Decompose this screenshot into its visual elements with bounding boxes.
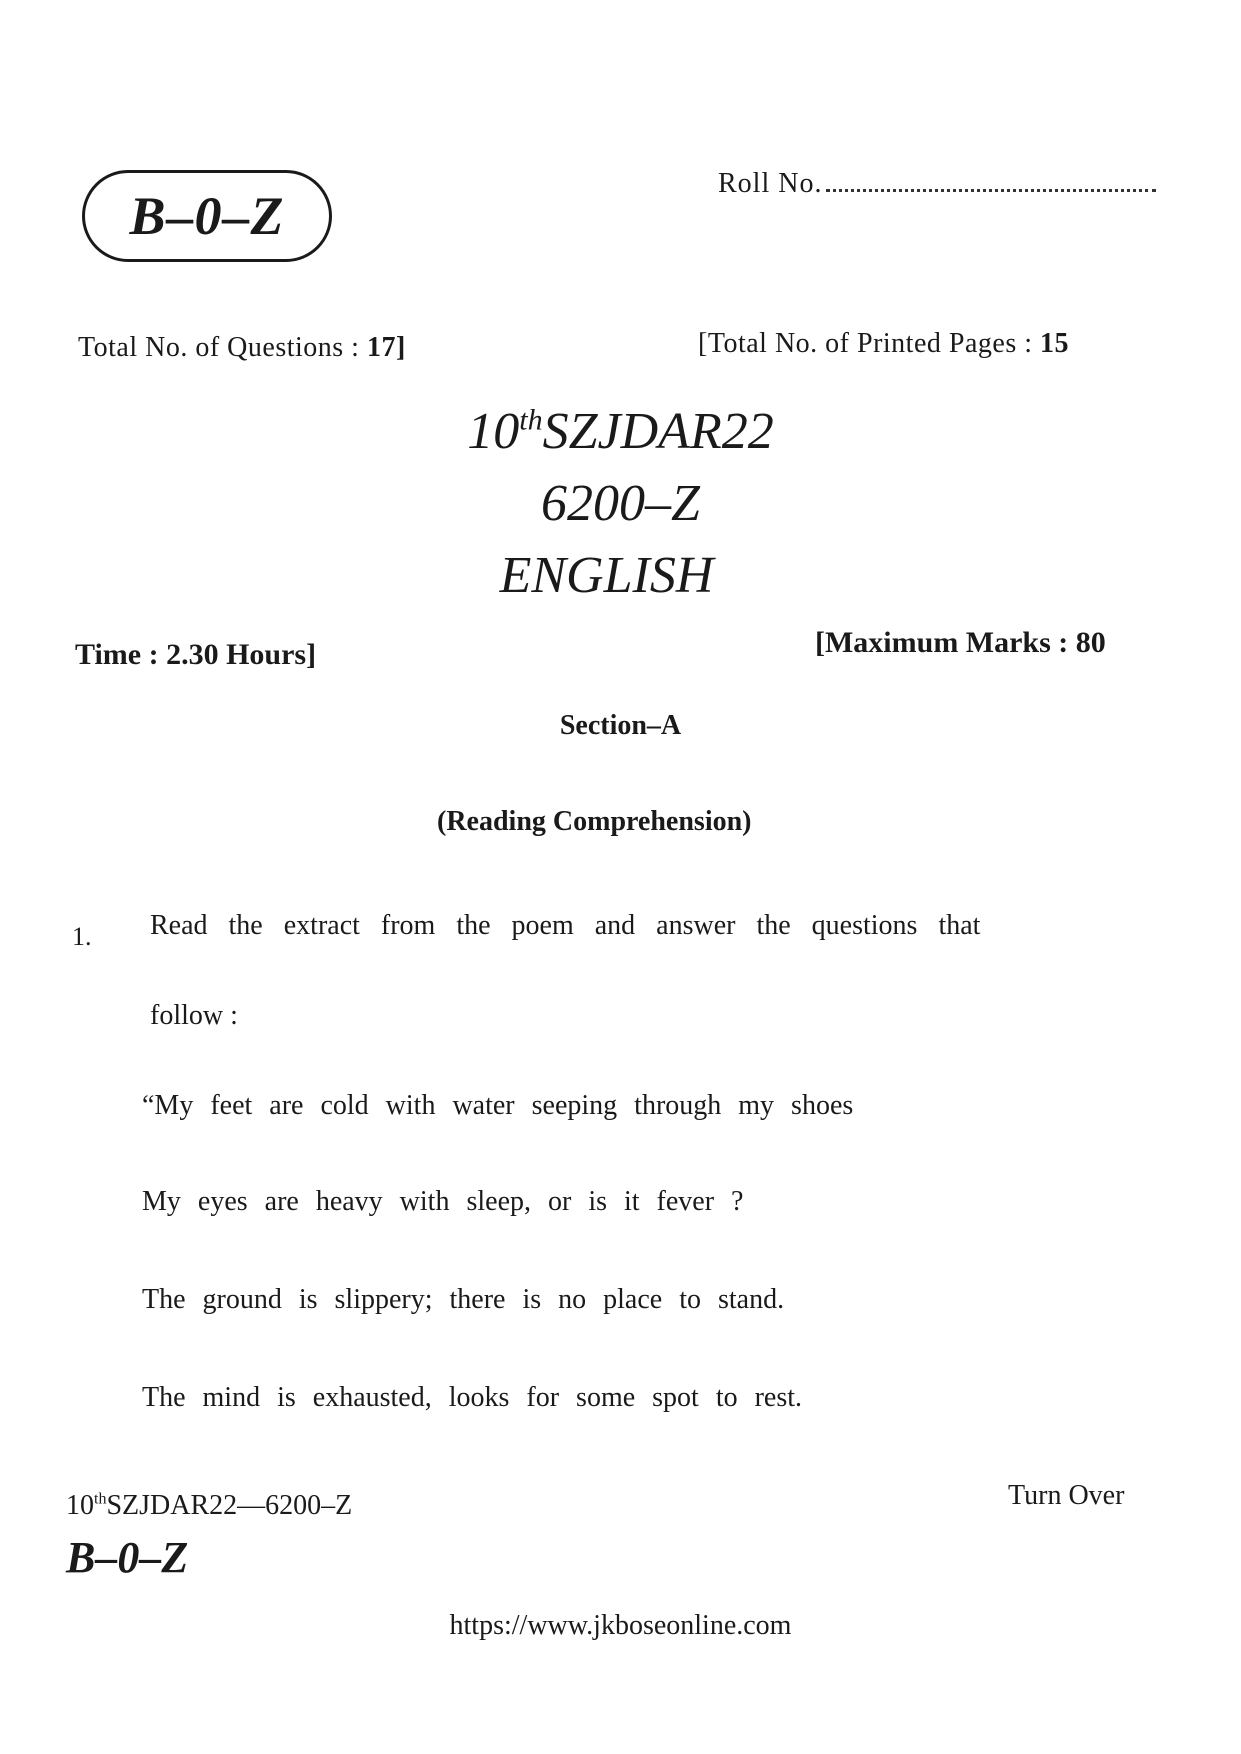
footer-code-suffix: SZJDAR22—6200–Z xyxy=(106,1490,353,1521)
series-badge xyxy=(82,170,332,262)
footer-series-badge: B–0–Z xyxy=(66,1533,189,1582)
exam-code-prefix: 10 xyxy=(467,403,520,460)
section-title: Section–A xyxy=(559,710,682,741)
section-subtitle: (Reading Comprehension) xyxy=(437,806,752,837)
total-printed-pages xyxy=(698,328,1069,360)
roll-number-blank xyxy=(826,171,1156,192)
total-pages-value: 15 xyxy=(1040,328,1069,359)
turn-over: Turn Over xyxy=(1008,1480,1125,1511)
exam-code-suffix: SZJDAR22 xyxy=(542,403,774,460)
poem-line: My eyes are heavy with sleep, or is it fever ? xyxy=(142,1186,744,1217)
footer-code-prefix: 10 xyxy=(66,1490,94,1521)
footer-code xyxy=(66,1490,352,1522)
total-questions-value: 17] xyxy=(366,332,406,363)
subject-title: ENGLISH xyxy=(499,547,714,604)
exam-code xyxy=(0,402,1241,461)
roll-number-field xyxy=(718,168,1156,200)
source-url[interactable]: https://www.jkboseonline.com xyxy=(449,1610,792,1641)
exam-code-sup: th xyxy=(519,403,543,437)
maximum-marks: [Maximum Marks : 80 xyxy=(815,626,1106,659)
total-questions-label: Total No. of Questions : xyxy=(78,332,360,363)
exam-time: Time : 2.30 Hours] xyxy=(75,638,317,671)
roll-number-label: Roll No. xyxy=(718,168,823,199)
poem-line: The ground is slippery; there is no place to stand. xyxy=(142,1284,785,1315)
footer-code-sup: th xyxy=(94,1490,107,1508)
total-questions xyxy=(78,332,406,364)
question-text-continued: follow : xyxy=(150,1000,238,1031)
question-text: Read the extract from the poem and answer the questions that xyxy=(150,910,981,941)
paper-code: 6200–Z xyxy=(541,475,700,532)
poem-line: The mind is exhausted, looks for some spot to rest. xyxy=(142,1382,803,1413)
series-badge-text: B–0–Z xyxy=(129,186,285,246)
poem-line: “My feet are cold with water seeping through my shoes xyxy=(142,1090,854,1121)
question-number: 1. xyxy=(72,922,92,951)
total-pages-label: [Total No. of Printed Pages : xyxy=(698,328,1033,359)
